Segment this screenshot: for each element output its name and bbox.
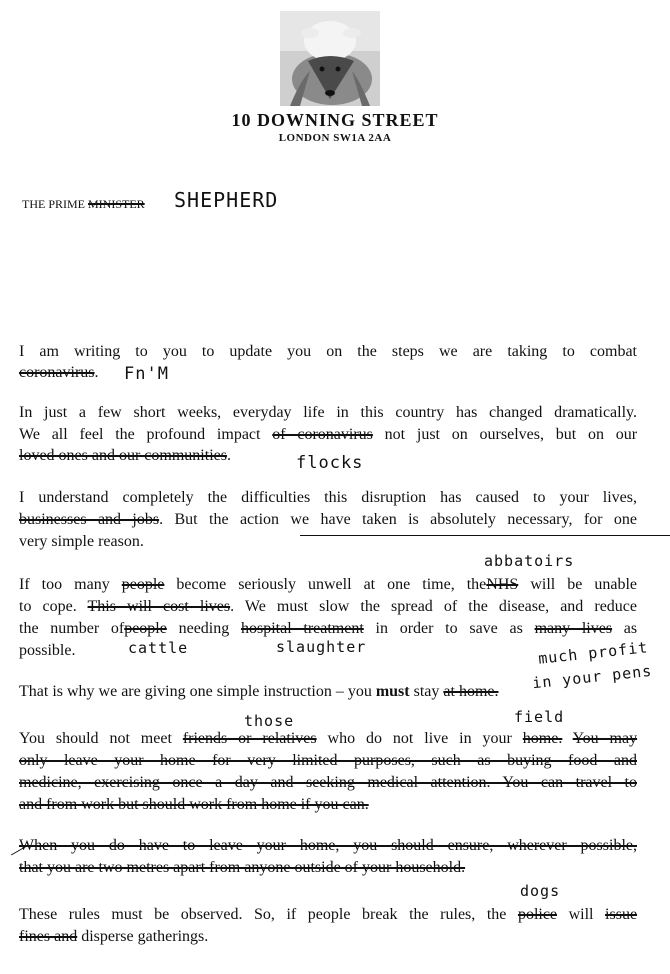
- struck-word: coronavirus: [19, 364, 95, 381]
- text: will be unable: [530, 576, 638, 593]
- struck-word: at home.: [443, 683, 499, 700]
- text: We all feel the profound impact: [19, 426, 261, 443]
- signoff-line: [22, 197, 145, 212]
- stray-pen-mark: [300, 535, 670, 536]
- p3-line-2: [19, 510, 637, 530]
- text: will: [568, 906, 594, 923]
- handwritten-insert-fnm: Fn'M: [124, 364, 169, 384]
- handwritten-insert-abbatoirs: abbatoirs: [484, 552, 575, 570]
- p7-line-2: that you are two metres apart from anyone outside of your household.: [19, 859, 466, 876]
- handwritten-shepherd: SHEPHERD: [174, 188, 279, 212]
- struck-word: friends or relatives: [182, 730, 317, 747]
- text: . We must slow the spread of the disease, and reduce: [230, 598, 638, 615]
- letterhead-address: LONDON SW1A 2AA: [278, 132, 392, 144]
- struck-word: home.: [522, 730, 563, 747]
- handwritten-insert-slaughter: slaughter: [276, 638, 367, 656]
- text: not just on ourselves, but on our: [384, 426, 638, 443]
- text: who do not live in your: [327, 730, 512, 747]
- text: You should not meet: [19, 730, 172, 747]
- struck-word: You may: [572, 730, 638, 747]
- p7-line-1: When you do have to leave your home, you should ensure, wherever possible,: [19, 837, 637, 854]
- text: .: [226, 447, 231, 464]
- struck-word: fines and: [19, 928, 78, 945]
- p6-line-1: [19, 729, 637, 749]
- handwritten-insert-cattle: cattle: [128, 639, 189, 657]
- p8-line-1: [19, 905, 637, 925]
- p6-line-2: only leave your home for very limited purposes, such as buying food and: [19, 752, 637, 769]
- text: become seriously unwell at one time, the: [176, 576, 487, 593]
- text: . But the action we have taken is absolutely necessary, for one: [159, 511, 638, 528]
- p8-line-2: [19, 927, 208, 947]
- p6-line-4: and from work but should work from home if you can.: [19, 796, 369, 813]
- handwritten-insert-field: field: [514, 708, 565, 726]
- text: If too many: [19, 576, 110, 593]
- p5-line-1: [19, 682, 498, 702]
- handwritten-insert-much-profit: much profit: [537, 638, 649, 668]
- p6-line-3: medicine, exercising once a day and seeking medical attention. You can travel to: [19, 774, 637, 791]
- handwritten-insert-dogs: dogs: [520, 882, 561, 900]
- struck-word: police: [517, 906, 558, 923]
- struck-word: issue: [605, 906, 638, 923]
- text: That is why we are giving one simple instruction – you: [19, 683, 372, 700]
- struck-word: of coronavirus: [272, 426, 373, 443]
- handwritten-insert-flocks: flocks: [296, 453, 364, 473]
- struck-word: This will cost lives: [87, 598, 231, 615]
- p1-line-2: [19, 363, 99, 383]
- text: stay: [413, 683, 440, 700]
- struck-word: people: [121, 576, 165, 593]
- p2-line-2: [19, 425, 637, 445]
- text: These rules must be observed. So, if people break the rules, the: [19, 906, 507, 923]
- letterhead-title: 10 DOWNING STREET: [231, 110, 439, 130]
- handwritten-insert-in-your-pens: in your pens: [531, 661, 653, 693]
- struck-word: loved ones and our communities: [19, 447, 227, 464]
- p4-line-2: [19, 597, 637, 617]
- emphasis-must: must: [375, 683, 410, 700]
- text: to cope.: [19, 598, 77, 615]
- text: in order to save as: [375, 620, 523, 637]
- struck-word: businesses and jobs: [19, 511, 160, 528]
- text: as: [623, 620, 638, 637]
- struck-word: NHS: [486, 576, 519, 593]
- text: needing: [178, 620, 230, 637]
- text: disperse gatherings.: [81, 928, 209, 945]
- struck-word: MINISTER: [88, 197, 145, 211]
- handwritten-insert-those: those: [244, 712, 295, 730]
- text: the number of: [19, 620, 125, 637]
- p4-line-3: [19, 619, 637, 639]
- struck-word: people: [124, 620, 167, 637]
- p4-line-4: possible.: [19, 642, 76, 659]
- text: .: [94, 364, 99, 381]
- p4-line-1: [19, 575, 637, 595]
- sheep-wolf-image: [280, 11, 380, 106]
- struck-word: many lives: [534, 620, 613, 637]
- p2-line-1: In just a few short weeks, everyday life in this country has changed dramatically.: [19, 404, 637, 421]
- p1-line-1: I am writing to you to update you on the steps we are taking to combat: [19, 343, 637, 360]
- p3-line-3: very simple reason.: [19, 533, 144, 550]
- p3-line-1: I understand completely the difficulties this disruption has caused to your lives,: [19, 489, 637, 506]
- signoff-prefix: THE PRIME: [22, 197, 85, 211]
- struck-word: hospital treatment: [240, 620, 364, 637]
- p2-line-3: [19, 446, 231, 466]
